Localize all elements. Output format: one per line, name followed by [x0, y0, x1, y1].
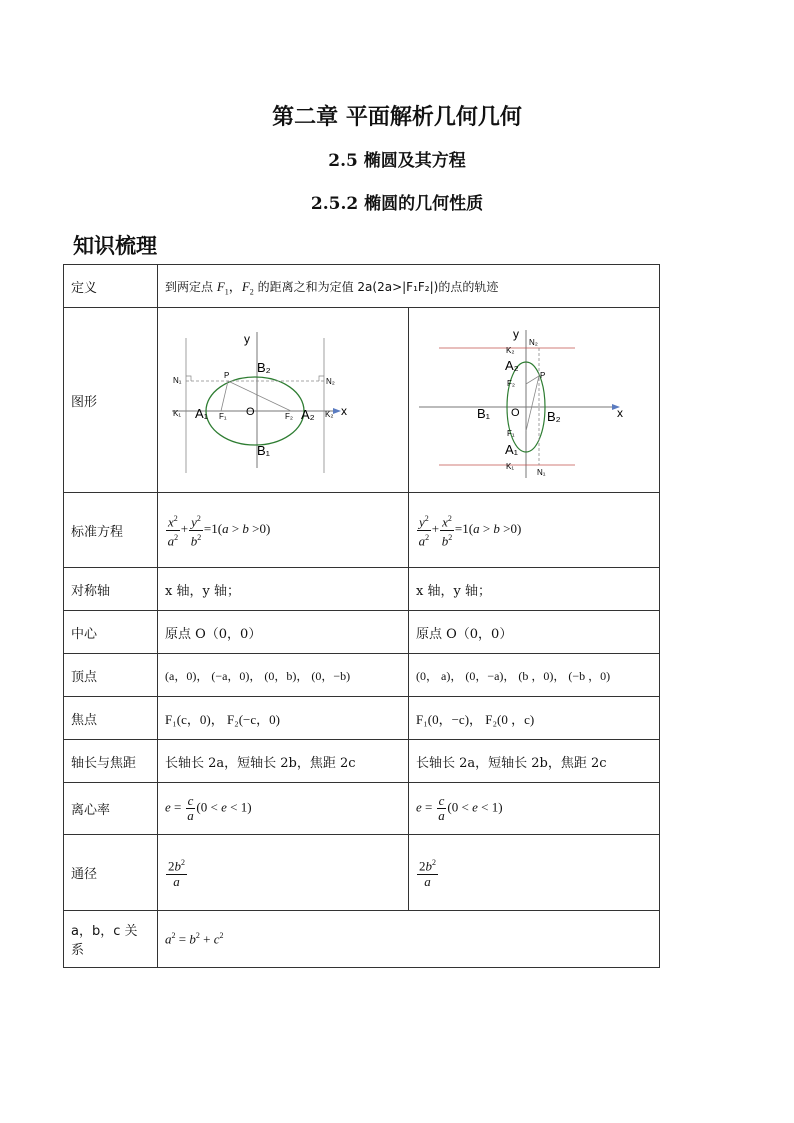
- latus-vertical: $\frac{2b^2}{a}$: [409, 835, 660, 911]
- row-equation: [64, 493, 660, 568]
- label-n1: N₁: [537, 468, 546, 477]
- figure-vertical-cell: [409, 308, 660, 493]
- vertical-ellipse-figure: [409, 308, 659, 488]
- label-n1: N₁: [173, 376, 182, 385]
- equation-vertical: $\frac{y^2}{a^2}$ + $\frac{x^2}{b^2}$ =1(a > b >0): [409, 493, 660, 568]
- label-b2: B₂: [257, 360, 271, 375]
- foci-symbols: $F_1$，$F_2$: [216, 278, 254, 297]
- row-eccentricity: [64, 783, 660, 835]
- label-a2: A₂: [505, 358, 519, 373]
- subsection-title: 2.5.2 椭圆的几何性质: [310, 194, 484, 214]
- lengths-horizontal: 长轴长 2a，短轴长 2b，焦距 2c: [158, 740, 409, 783]
- label-n2: N₂: [529, 338, 538, 347]
- pf1-line: [526, 376, 539, 431]
- label-k2: K₂: [325, 410, 334, 419]
- row-focus: [64, 697, 660, 740]
- label-vertex: 顶点: [64, 654, 158, 697]
- label-b1: B₁: [477, 406, 491, 421]
- row-figure: [64, 308, 660, 493]
- label-b2: B₂: [547, 409, 561, 424]
- label-k1: K₁: [506, 462, 515, 471]
- knowledge-heading: 知识梳理: [73, 234, 157, 258]
- label-a1: A₁: [505, 442, 519, 457]
- relation-formula: $a^2 = b^2 + c^2$: [158, 911, 660, 968]
- label-a1: A₁: [195, 406, 209, 421]
- label-x: x: [617, 406, 623, 420]
- label-f1: F₁: [219, 412, 227, 421]
- label-b1: B₁: [257, 443, 271, 458]
- label-latus: 通径: [64, 835, 158, 911]
- label-n2: N₂: [326, 377, 335, 386]
- definition-text: 到两定点 $F_1$，$F_2$ 的距离之和为定值 2a(2a>|F₁F₂|)的点的轨迹: [158, 265, 660, 308]
- label-figure: 图形: [64, 308, 158, 493]
- label-relation: a，b，c 关系: [64, 911, 158, 968]
- chapter-title: 第二章 平面解析几何几何: [272, 104, 522, 130]
- label-eccentricity: 离心率: [64, 783, 158, 835]
- eccentricity-horizontal: e = $\frac{c}{a}$ (0 < e < 1): [158, 783, 409, 835]
- label-center: 中心: [64, 611, 158, 654]
- row-axis: [64, 568, 660, 611]
- axis-vertical: x 轴，y 轴；: [409, 568, 660, 611]
- label-o: O: [511, 407, 520, 419]
- latus-horizontal: $\frac{2b^2}{a}$: [158, 835, 409, 911]
- section-title: 2.5 椭圆及其方程: [328, 151, 466, 171]
- equation-horizontal: $\frac{x^2}{a^2}$ + $\frac{y^2}{b^2}$ =1(a > b >0): [158, 493, 409, 568]
- label-k1: K₁: [173, 409, 182, 418]
- label-lengths: 轴长与焦距: [64, 740, 158, 783]
- label-f2: F₂: [507, 379, 515, 388]
- label-f2: F₂: [285, 412, 293, 421]
- vertex-vertical: (0， a)， (0，−a)， (b ，0)， (−b ，0): [409, 654, 660, 697]
- center-horizontal: 原点 O（0，0）: [158, 611, 409, 654]
- lengths-vertical: 长轴长 2a，短轴长 2b，焦距 2c: [409, 740, 660, 783]
- label-p: P: [540, 371, 546, 380]
- row-definition: [64, 265, 660, 308]
- label-k2: K₂: [506, 346, 515, 355]
- focus-horizontal: F₁(c，0)， F₂(−c，0): [158, 697, 409, 740]
- label-o: O: [246, 406, 255, 418]
- eccentricity-vertical: e = $\frac{c}{a}$ (0 < e < 1): [409, 783, 660, 835]
- label-x: x: [341, 404, 347, 418]
- vertex-horizontal: (a，0)， (−a，0)， (0，b)， (0，−b): [158, 654, 409, 697]
- axis-horizontal: x 轴，y 轴；: [158, 568, 409, 611]
- row-vertex: [64, 654, 660, 697]
- label-p: P: [224, 371, 230, 380]
- row-latus: [64, 835, 660, 911]
- ellipse-properties-table: [63, 264, 660, 968]
- row-center: [64, 611, 660, 654]
- figure-horizontal-cell: [158, 308, 409, 493]
- label-y: y: [513, 327, 519, 341]
- label-f1: F₁: [507, 429, 515, 438]
- horizontal-ellipse-figure: [158, 308, 408, 488]
- label-y: y: [244, 332, 250, 346]
- label-a2: A₂: [301, 407, 315, 422]
- pf2-line: [228, 381, 291, 411]
- label-axis: 对称轴: [64, 568, 158, 611]
- focus-vertical: F₁(0，−c)， F₂(0 ，c): [409, 697, 660, 740]
- label-focus: 焦点: [64, 697, 158, 740]
- row-relation: [64, 911, 660, 968]
- center-vertical: 原点 O（0，0）: [409, 611, 660, 654]
- row-lengths: [64, 740, 660, 783]
- label-definition: 定义: [64, 265, 158, 308]
- label-equation: 标准方程: [64, 493, 158, 568]
